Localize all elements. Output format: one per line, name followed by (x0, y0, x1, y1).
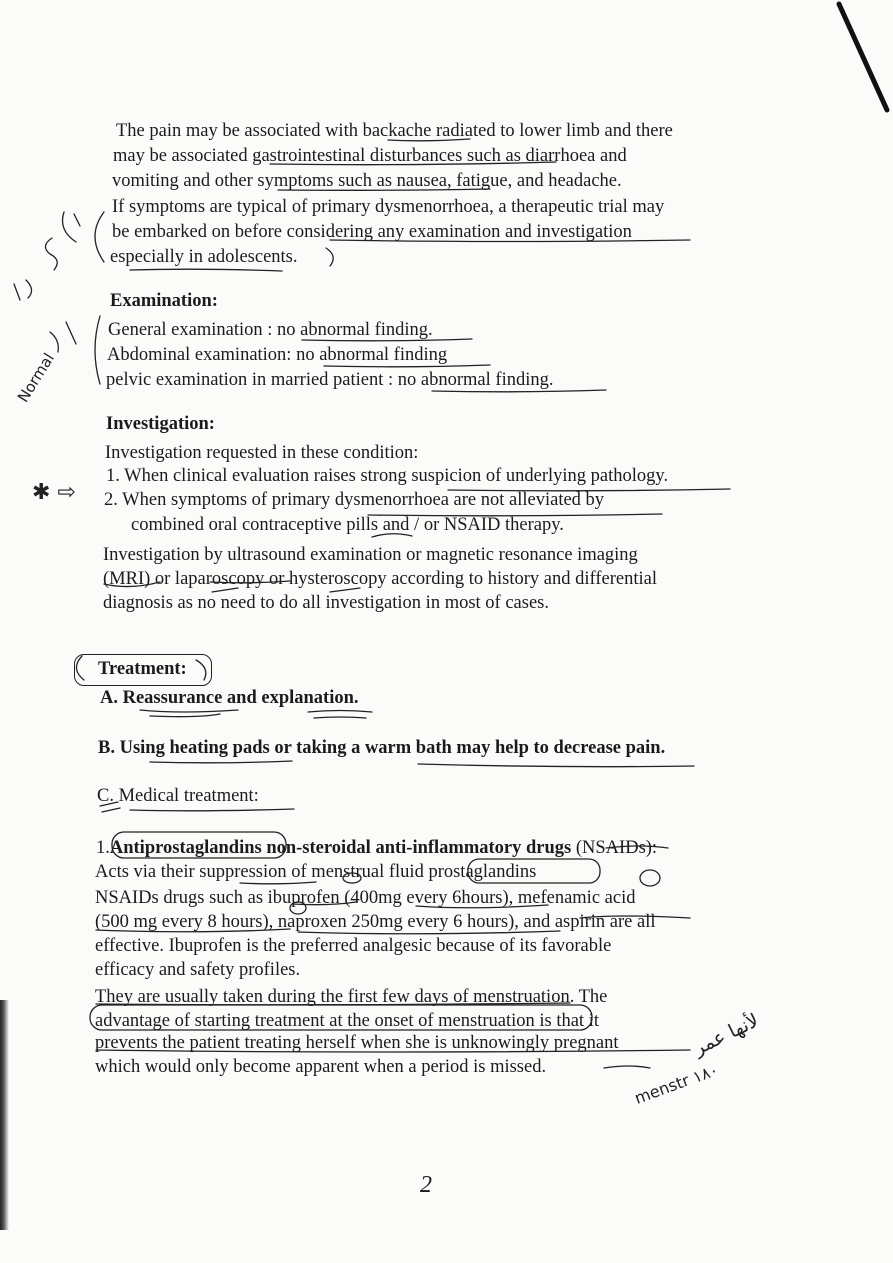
underline-prevents (96, 1050, 690, 1052)
nsaids-heading-bold: Antiprostaglandins non-steroidal anti-inflammatory drugs (109, 838, 572, 858)
examination-title: Examination: (110, 291, 218, 311)
underline-heating-pads (150, 761, 292, 763)
bracket-examination (95, 316, 100, 384)
investigation-line-3: 2. When symptoms of primary dysmenorrhoea are not alleviated by (104, 490, 605, 510)
circle-antiprostaglandins (112, 832, 286, 858)
underline-missed (604, 1066, 650, 1068)
handwritten-normal: Normal (14, 349, 59, 406)
margin-scribble-3 (50, 322, 76, 352)
margin-scribble-2 (14, 280, 32, 300)
treatment-title: Treatment: (98, 659, 187, 679)
overline-marks (212, 588, 360, 592)
underline-suspicion (448, 489, 730, 491)
underline-general-exam (302, 339, 472, 341)
underline-not-alleviated (368, 514, 662, 516)
overline-aspirin (580, 916, 690, 918)
investigation-title: Investigation: (106, 414, 215, 434)
handwritten-star-arrow: ✱ ⇨ (32, 480, 76, 505)
circle-advantage (90, 1005, 592, 1030)
underline-naproxen (298, 931, 560, 934)
nsaids-line-7: advantage of starting treatment at the onset of menstruation is that it (95, 1011, 599, 1031)
treatment-item-c: C. Medical treatment: (97, 786, 259, 806)
investigation-line-1: Investigation requested in these condition: (105, 443, 419, 463)
underline-laparoscopy (210, 581, 290, 583)
intro-line-4: If symptoms are typical of primary dysmenorrhoea, a therapeutic trial may (112, 197, 665, 217)
treatment-bracket-marks (76, 656, 205, 680)
underline-medical-treatment (100, 802, 294, 812)
intro-line-6: especially in adolescents. (110, 247, 298, 267)
page-number: 2 (420, 1172, 432, 1198)
underline-suppression (240, 882, 316, 884)
underline-backache (388, 139, 470, 141)
nsaids-line-5: efficacy and safety profiles. (95, 960, 301, 980)
mark-near-nsaids (606, 846, 668, 848)
underline-abdominal-exam (324, 365, 490, 367)
underline-reassurance (140, 710, 238, 717)
underline-adolescents (130, 269, 282, 271)
investigation-line-5: Investigation by ultrasound examination or magnetic resonance imaging (103, 545, 638, 565)
underline-warm-bath (418, 764, 694, 767)
intro-line-2: may be associated gastrointestinal disturbances such as diarrhoea and (113, 146, 627, 166)
handwritten-arabic-1: لأنها عمر (690, 1009, 763, 1060)
circle-prostaglandins (468, 859, 600, 883)
nsaids-line-1: Acts via their suppression of menstrual fluid prostaglandins (95, 862, 537, 882)
circle-number-mark (640, 870, 660, 886)
circle-mri (104, 582, 160, 587)
nsaids-line-6: They are usually taken during the first few days of menstruation. The (95, 987, 608, 1007)
underline-400mg (416, 905, 548, 908)
underline-examination-investigation (330, 240, 690, 242)
investigation-line-7: diagnosis as no need to do all investigation in most of cases. (103, 593, 549, 613)
intro-line-5: be embarked on before considering any examination and investigation (112, 222, 632, 242)
underline-explanation (308, 711, 372, 719)
nsaids-line-8: prevents the patient treating herself when she is unknowingly pregnant (95, 1033, 619, 1053)
intro-line-1: The pain may be associated with backache radiated to lower limb and there (116, 121, 673, 141)
handwritten-arabic-2: menstr ١٨٠ (632, 1060, 721, 1108)
intro-line-3: vomiting and other symptoms such as nausea, fatigue, and headache. (112, 171, 622, 191)
underline-symptoms (278, 189, 490, 190)
close-bracket-intro (326, 248, 333, 266)
treatment-item-a: A. Reassurance and explanation. (100, 688, 359, 708)
nsaids-line-2: NSAIDs drugs such as ibuprofen (400mg every 6hours), mefenamic acid (95, 888, 636, 908)
underline-gi-disturbances (270, 162, 556, 165)
examination-line-2: Abdominal examination: no abnormal finding (107, 345, 448, 365)
margin-scribble-1 (45, 212, 80, 270)
examination-line-1: General examination : no abnormal finding. (108, 320, 433, 340)
nsaids-heading-number: 1. (96, 838, 110, 858)
nsaids-line-3: (500 mg every 8 hours), naproxen 250mg every 6 hours), and aspirin are all (95, 912, 656, 932)
investigation-line-6: (MRI) or laparoscopy or hysteroscopy according to history and differential (103, 569, 657, 589)
bracket-intro (95, 212, 104, 262)
investigation-line-2: 1. When clinical evaluation raises strong suspicion of underlying pathology. (106, 466, 669, 486)
underline-pelvic-exam (432, 390, 606, 392)
investigation-line-4: combined oral contraceptive pills and / or NSAID therapy. (131, 515, 564, 535)
treatment-item-b: B. Using heating pads or taking a warm bath may help to decrease pain. (98, 738, 666, 758)
underline-500mg (96, 929, 290, 932)
examination-line-3: pelvic examination in married patient : no abnormal finding. (106, 370, 554, 390)
underline-pills (372, 534, 412, 537)
nsaids-line-4: effective. Ibuprofen is the preferred analgesic because of its favorable (95, 936, 612, 956)
nsaids-line-9: which would only become apparent when a period is missed. (95, 1057, 547, 1077)
nsaids-heading-tail: (NSAIDs): (571, 838, 658, 858)
circle-menstrual-mark (343, 873, 361, 883)
